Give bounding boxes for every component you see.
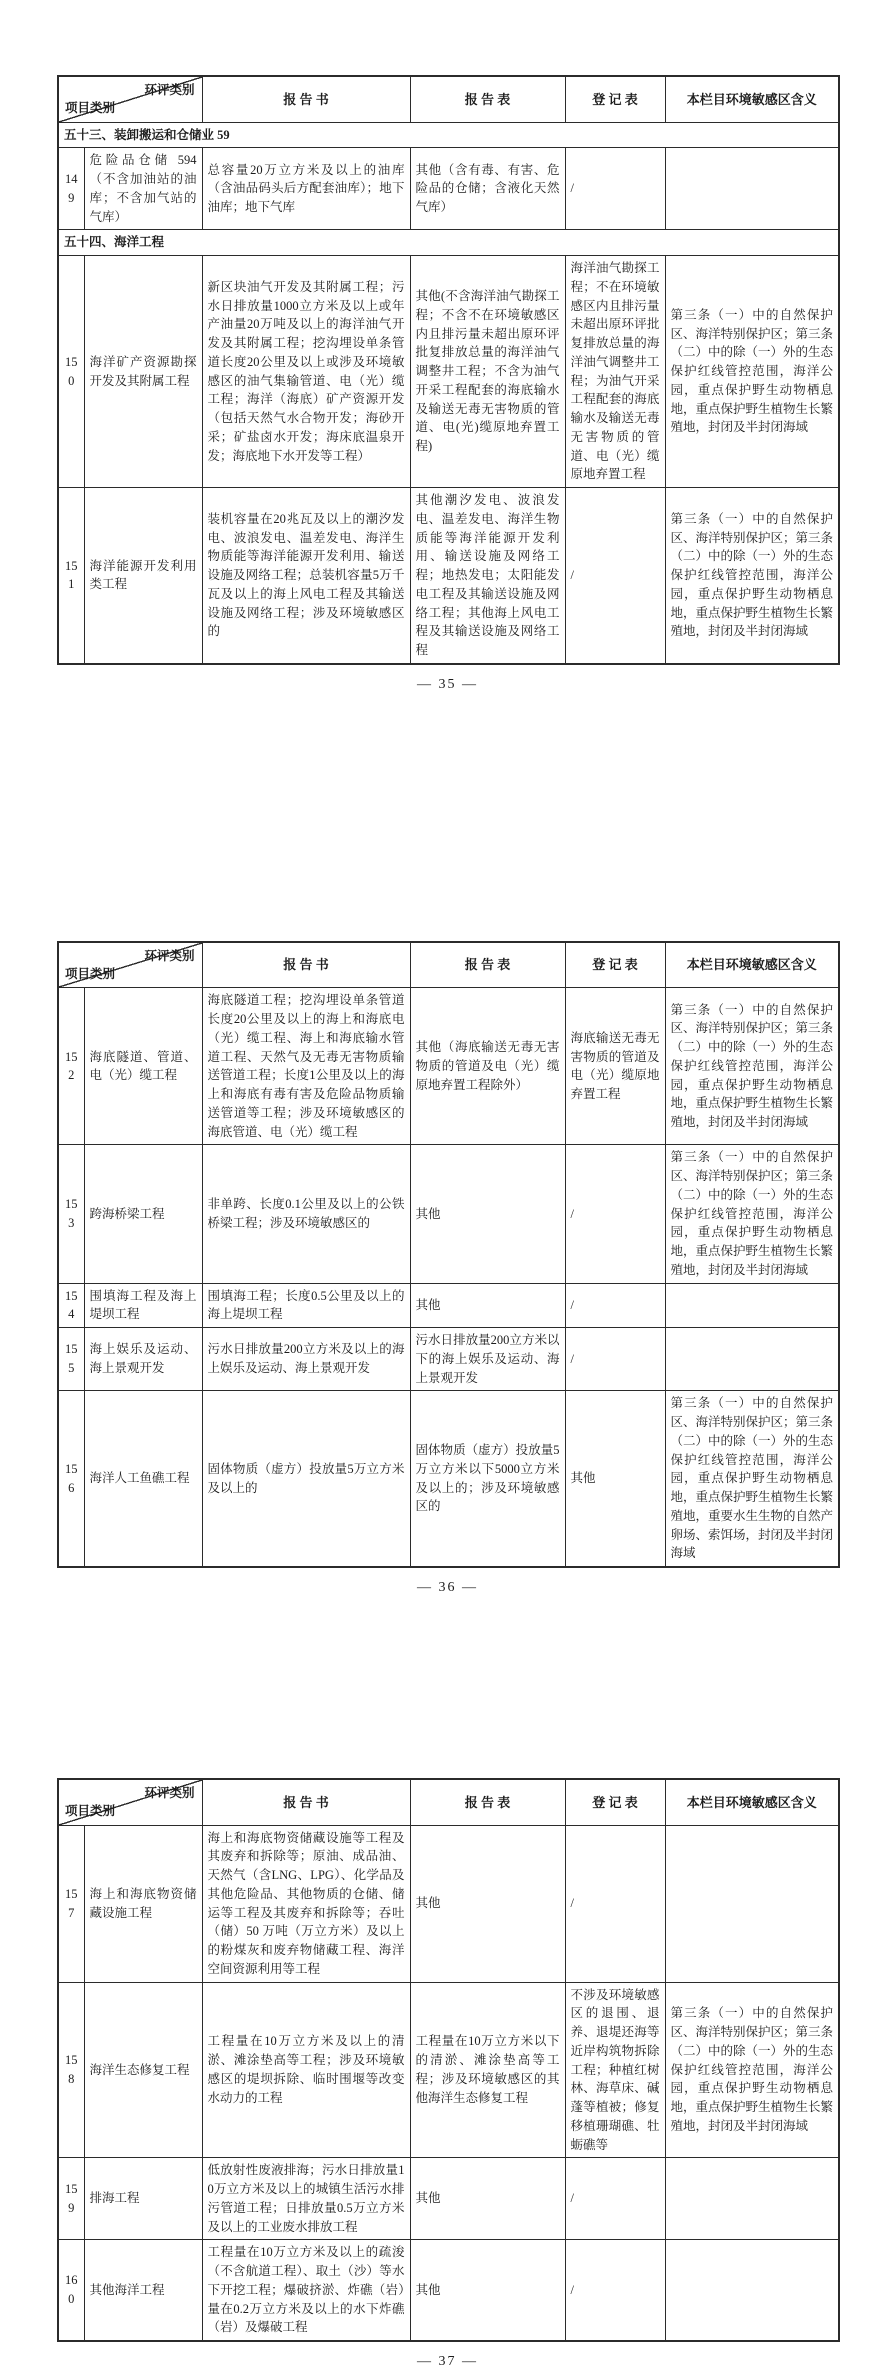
registration-form-cell: / <box>565 1283 665 1328</box>
section-title: 五十四、海洋工程 <box>58 230 839 256</box>
table-row <box>58 2158 839 2240</box>
category-header-cell <box>58 76 202 122</box>
report-form-cell: 其他 <box>410 1145 565 1283</box>
section-title: 五十三、装卸搬运和仓储业 59 <box>58 122 839 148</box>
col-header-report-form: 报 告 表 <box>410 1779 565 1825</box>
table-row <box>58 488 839 664</box>
table-row <box>58 148 839 230</box>
eia-category-label: 环评类别 <box>144 83 195 97</box>
project-category-cell: 危险品仓储 594（不含加油站的油库；不含加气站的气库） <box>84 148 202 230</box>
project-category-cell: 海洋矿产资源勘探开发及其附属工程 <box>84 256 202 488</box>
report-form-cell: 固体物质（虚方）投放量5万立方米以下5000立方米及以上的；涉及环境敏感区的 <box>410 1391 565 1567</box>
page-number: — 37 — <box>417 2354 478 2369</box>
sensitive-area-meaning-cell: 第三条（一）中的自然保护区、海洋特别保护区；第三条（二）中的除（一）外的生态保护红线管控范围，海洋公园，重点保护野生动物栖息地，重点保护野生植物生长繁殖地，封闭及半封闭海域 <box>665 1982 839 2158</box>
row-number: 154 <box>58 1283 84 1328</box>
project-category-cell: 海上娱乐及运动、海上景观开发 <box>84 1328 202 1391</box>
row-number: 158 <box>58 1982 84 2158</box>
sensitive-area-meaning-cell <box>665 1825 839 1982</box>
report-form-cell: 其他（海底输送无毒无害物质的管道及电（光）缆原地弃置工程除外） <box>410 988 565 1145</box>
sensitive-area-meaning-cell: 第三条（一）中的自然保护区、海洋特别保护区；第三条（二）中的除（一）外的生态保护红线管控范围，海洋公园，重点保护野生动物栖息地，重点保护野生植物生长繁殖地，封闭及半封闭海域 <box>665 988 839 1145</box>
report-book-cell: 低放射性废液排海；污水日排放量10万立方米及以上的城镇生活污水排污管道工程；日排放量0.5万立方米及以上的工业废水排放工程 <box>202 2158 410 2240</box>
row-number: 153 <box>58 1145 84 1283</box>
report-book-cell: 非单跨、长度0.1公里及以上的公铁桥梁工程；涉及环境敏感区的 <box>202 1145 410 1283</box>
col-header-report-book: 报 告 书 <box>202 942 410 988</box>
row-number: 159 <box>58 2158 84 2240</box>
project-category-cell: 海洋能源开发利用类工程 <box>84 488 202 664</box>
sensitive-area-meaning-cell: 第三条（一）中的自然保护区、海洋特别保护区；第三条（二）中的除（一）外的生态保护红线管控范围，海洋公园，重点保护野生动物栖息地，重点保护野生植物生长繁殖地，封闭及半封闭海域 <box>665 256 839 488</box>
registration-form-cell: / <box>565 1328 665 1391</box>
row-number: 149 <box>58 148 84 230</box>
report-form-cell: 污水日排放量200立方米以下的海上娱乐及运动、海上景观开发 <box>410 1328 565 1391</box>
report-form-cell: 其他(不含海洋油气勘探工程；不含不在环境敏感区内且排污量未超出原环评批复排放总量的海洋油气调整井工程；不含为油气开采工程配套的海底输水及输送无毒无害物质的管道、电(光)缆原地弃置工程) <box>410 256 565 488</box>
report-book-cell: 固体物质（虚方）投放量5万立方米及以上的 <box>202 1391 410 1567</box>
header-row <box>58 942 839 988</box>
classification-table <box>57 1778 840 2342</box>
report-book-cell: 工程量在10万立方米及以上的疏浚（不含航道工程）、取土（沙）等水下开挖工程；爆破挤淤、炸礁（岩）量在0.2万立方米及以上的水下炸礁（岩）及爆破工程 <box>202 2240 410 2341</box>
classification-table <box>57 75 840 665</box>
report-book-cell: 海底隧道工程；挖沟埋设单条管道长度20公里及以上的海上和海底电（光）缆工程、海上和海底输水管道工程、天然气及无毒无害物质输送管道工程；长度1公里及以上的海上和海底有毒有害及危险品物质输送管道等工程；涉及环境敏感区的海底管道、电（光）缆工程 <box>202 988 410 1145</box>
table-row <box>58 256 839 488</box>
page-block-37 <box>0 1596 890 2370</box>
sensitive-area-meaning-cell <box>665 1328 839 1391</box>
table-row <box>58 1283 839 1328</box>
category-header-cell <box>58 1779 202 1825</box>
project-category-cell: 其他海洋工程 <box>84 2240 202 2341</box>
eia-category-label: 环评类别 <box>144 948 195 963</box>
category-header-cell <box>58 942 202 988</box>
registration-form-cell: / <box>565 1825 665 1982</box>
project-category-label: 项目类别 <box>65 966 116 981</box>
report-book-cell: 总容量20万立方米及以上的油库（含油品码头后方配套油库）；地下油库；地下气库 <box>202 148 410 230</box>
table-row <box>58 1982 839 2158</box>
row-number: 157 <box>58 1825 84 1982</box>
col-header-registration-form: 登 记 表 <box>565 942 665 988</box>
col-header-sensitive-area-meaning: 本栏目环境敏感区含义 <box>665 76 839 122</box>
col-header-report-form: 报 告 表 <box>410 76 565 122</box>
registration-form-cell: / <box>565 148 665 230</box>
section-row <box>58 122 839 148</box>
col-header-report-book: 报 告 书 <box>202 76 410 122</box>
row-number: 151 <box>58 488 84 664</box>
sensitive-area-meaning-cell: 第三条（一）中的自然保护区、海洋特别保护区；第三条（二）中的除（一）外的生态保护红线管控范围，海洋公园，重点保护野生动物栖息地，重点保护野生植物生长繁殖地，封闭及半封闭海域 <box>665 1145 839 1283</box>
registration-form-cell: / <box>565 488 665 664</box>
col-header-report-book: 报 告 书 <box>202 1779 410 1825</box>
report-form-cell: 工程量在10万立方米以下的清淤、滩涂垫高等工程；涉及环境敏感区的其他海洋生态修复工程 <box>410 1982 565 2158</box>
col-header-sensitive-area-meaning: 本栏目环境敏感区含义 <box>665 942 839 988</box>
header-row <box>58 76 839 122</box>
page-block-36 <box>0 693 890 1596</box>
page-number: — 35 — <box>417 676 478 692</box>
registration-form-cell: 海洋油气勘探工程；不在环境敏感区内且排污量未超出原环评批复排放总量的海洋油气调整井工程；为油气开采工程配套的海底输水及输送无毒无害物质的管道、电（光）缆原地弃置工程 <box>565 256 665 488</box>
page-number: — 36 — <box>417 1580 478 1595</box>
project-category-label: 项目类别 <box>65 100 116 115</box>
registration-form-cell: / <box>565 1145 665 1283</box>
project-category-cell: 海洋生态修复工程 <box>84 1982 202 2158</box>
col-header-sensitive-area-meaning: 本栏目环境敏感区含义 <box>665 1779 839 1825</box>
project-category-cell: 围填海工程及海上堤坝工程 <box>84 1283 202 1328</box>
report-book-cell: 海上和海底物资储藏设施等工程及其废弃和拆除等；原油、成品油、天然气（含LNG、LPG）、化学品及其他危险品、其他物质的仓储、储运等工程及其废弃和拆除等；吞吐（储）50 万吨（万立方米）及以上的粉煤灰和废弃物储藏工程、海洋空间资源利用等工程 <box>202 1825 410 1982</box>
table-row <box>58 1145 839 1283</box>
table-row <box>58 988 839 1145</box>
row-number: 152 <box>58 988 84 1145</box>
table-row <box>58 1391 839 1567</box>
report-book-cell: 围填海工程；长度0.5公里及以上的海上堤坝工程 <box>202 1283 410 1328</box>
report-book-cell: 新区块油气开发及其附属工程；污水日排放量1000立方米及以上或年产油量20万吨及以上的海洋油气开发及其附属工程；挖沟埋设单条管道长度20公里及以上或涉及环境敏感区的油气集输管道、电（光）缆工程；海洋（海底）矿产资源开发（包括天然气水合物开发；海砂开采；矿盐卤水开发；海床底温泉开发；海底地下水开发等工程） <box>202 256 410 488</box>
section-row <box>58 230 839 256</box>
col-header-report-form: 报 告 表 <box>410 942 565 988</box>
sensitive-area-meaning-cell: 第三条（一）中的自然保护区、海洋特别保护区；第三条（二）中的除（一）外的生态保护红线管控范围，海洋公园，重点保护野生动物栖息地，重点保护野生植物生长繁殖地，封闭及半封闭海域 <box>665 488 839 664</box>
sensitive-area-meaning-cell <box>665 1283 839 1328</box>
project-category-cell: 海上和海底物资储藏设施工程 <box>84 1825 202 1982</box>
row-number: 156 <box>58 1391 84 1567</box>
table-row <box>58 1825 839 1982</box>
report-book-cell: 工程量在10万立方米及以上的清淤、滩涂垫高等工程；涉及环境敏感区的堤坝拆除、临时围堰等改变水动力的工程 <box>202 1982 410 2158</box>
project-category-cell: 跨海桥梁工程 <box>84 1145 202 1283</box>
registration-form-cell: 不涉及环境敏感区的退围、退养、退堤还海等近岸构筑物拆除工程；种植红树林、海草床、碱蓬等植被；修复移植珊瑚礁、牡蛎礁等 <box>565 1982 665 2158</box>
project-category-cell: 海洋人工鱼礁工程 <box>84 1391 202 1567</box>
report-form-cell: 其他 <box>410 2158 565 2240</box>
registration-form-cell: 其他 <box>565 1391 665 1567</box>
report-form-cell: 其他 <box>410 1283 565 1328</box>
col-header-registration-form: 登 记 表 <box>565 76 665 122</box>
row-number: 155 <box>58 1328 84 1391</box>
project-category-cell: 海底隧道、管道、电（光）缆工程 <box>84 988 202 1145</box>
sensitive-area-meaning-cell <box>665 2240 839 2341</box>
sensitive-area-meaning-cell <box>665 2158 839 2240</box>
registration-form-cell: / <box>565 2240 665 2341</box>
registration-form-cell: / <box>565 2158 665 2240</box>
col-header-registration-form: 登 记 表 <box>565 1779 665 1825</box>
eia-category-label: 环评类别 <box>144 1786 195 1800</box>
report-book-cell: 污水日排放量200立方米及以上的海上娱乐及运动、海上景观开发 <box>202 1328 410 1391</box>
report-form-cell: 其他（含有毒、有害、危险品的仓储；含液化天然气库） <box>410 148 565 230</box>
project-category-label: 项目类别 <box>65 1803 116 1818</box>
project-category-cell: 排海工程 <box>84 2158 202 2240</box>
table-row <box>58 2240 839 2341</box>
row-number: 160 <box>58 2240 84 2341</box>
sensitive-area-meaning-cell <box>665 148 839 230</box>
sensitive-area-meaning-cell: 第三条（一）中的自然保护区、海洋特别保护区；第三条（二）中的除（一）外的生态保护红线管控范围，海洋公园，重点保护野生动物栖息地，重点保护野生植物生长繁殖地，重要水生生物的自然产卵场、索饵场，封闭及半封闭海域 <box>665 1391 839 1567</box>
report-form-cell: 其他 <box>410 1825 565 1982</box>
page-block-35 <box>0 0 890 693</box>
registration-form-cell: 海底输送无毒无害物质的管道及电（光）缆原地弃置工程 <box>565 988 665 1145</box>
report-form-cell: 其他潮汐发电、波浪发电、温差发电、海洋生物质能等海洋能源开发利用、输送设施及网络工程；地热发电；太阳能发电工程及其输送设施及网络工程；其他海上风电工程及其输送设施及网络工程 <box>410 488 565 664</box>
report-book-cell: 装机容量在20兆瓦及以上的潮汐发电、波浪发电、温差发电、海洋生物质能等海洋能源开发利用、输送设施及网络工程；总装机容量5万千瓦及以上的海上风电工程及其输送设施及网络工程；涉及环境敏感区的 <box>202 488 410 664</box>
report-form-cell: 其他 <box>410 2240 565 2341</box>
table-row <box>58 1328 839 1391</box>
header-row <box>58 1779 839 1825</box>
row-number: 150 <box>58 256 84 488</box>
classification-table <box>57 941 840 1568</box>
